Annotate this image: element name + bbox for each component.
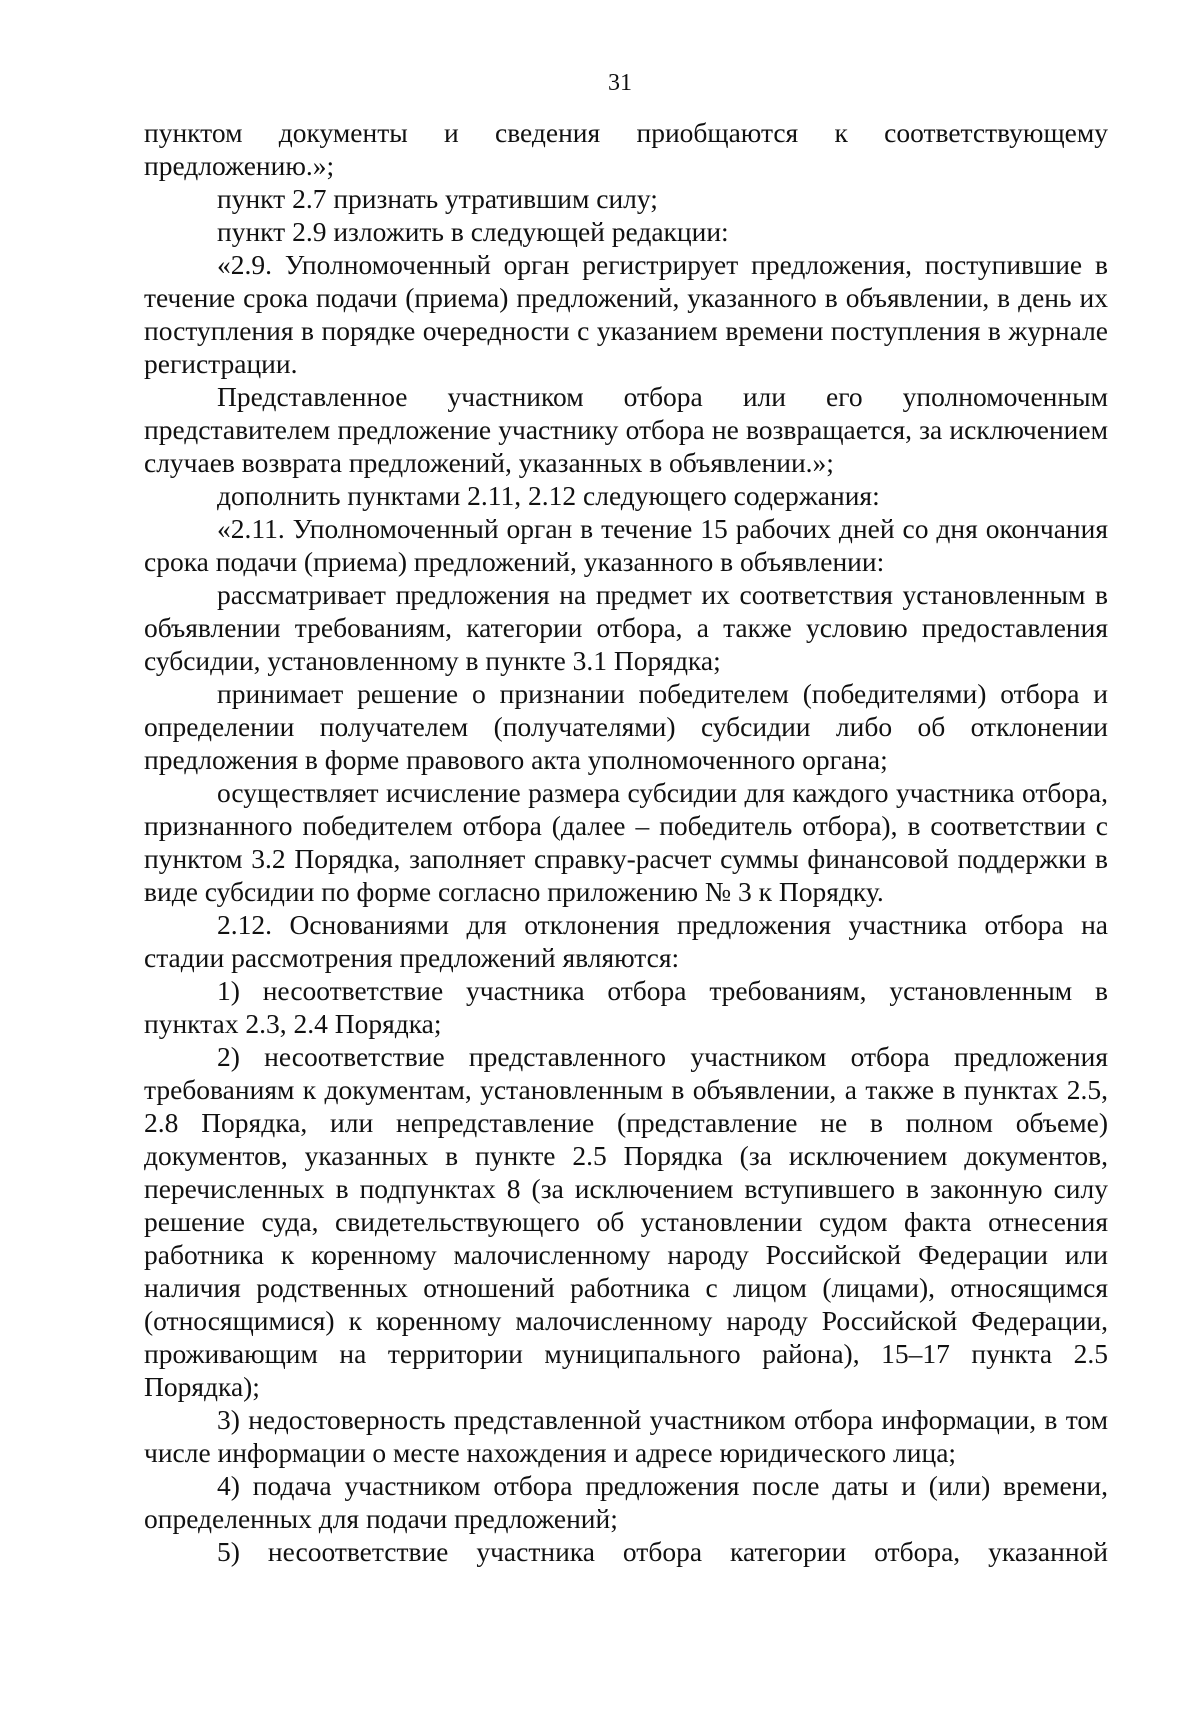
paragraph: осуществляет исчисление размера субсидии для каждого участника отбора, признанного победителем отбора (далее – победитель отбора), в соответствии с пунктом 3.2 Порядка, заполняет справку-расчет суммы финансовой поддержки в виде субсидии по форме согласно приложению № 3 к Порядку. bbox=[144, 777, 1108, 907]
paragraph: пункт 2.7 признать утратившим силу; bbox=[217, 183, 658, 214]
paragraph: 2.12. Основаниями для отклонения предложения участника отбора на стадии рассмотрения предложений являются: bbox=[144, 909, 1108, 973]
paragraph: 3) недостоверность представленной участником отбора информации, в том числе информации о месте нахождения и адресе юридического лица; bbox=[144, 1404, 1108, 1468]
paragraph: рассматривает предложения на предмет их соответствия установленным в объявлении требованиям, категории отбора, а также условию предоставления субсидии, установленному в пункте 3.1 Порядка; bbox=[144, 579, 1108, 676]
page-number: 31 bbox=[608, 70, 632, 96]
paragraph: 2) несоответствие представленного участником отбора предложения требованиям к документам, установленным в объявлении, а также в пунктах 2.5, 2.8 Порядка, или непредставление (представление не в полном объеме) документов, указанных в пункте 2.5 Порядка (за исключением документов, перечисленных в подпунктах 8 (за исключением вступившего в законную силу решение суда, свидетельствующего об установлении судом факта отнесения работника к коренному малочисленному народу Российской Федерации или наличия родственных отношений работника с лицом (лицами), относящимся (относящимися) к коренному малочисленному народу Российской Федерации, проживающим на территории муниципального района), 15–17 пункта 2.5 Порядка); bbox=[144, 1041, 1108, 1402]
paragraph: 5) несоответствие участника отбора категории отбора, указанной bbox=[217, 1536, 1108, 1567]
paragraph: пунктом документы и сведения приобщаются к соответствующему предложению.»; bbox=[144, 117, 1108, 181]
document-body bbox=[144, 116, 1108, 1568]
paragraph: 1) несоответствие участника отбора требованиям, установленным в пунктах 2.3, 2.4 Порядка; bbox=[144, 975, 1108, 1039]
paragraph: принимает решение о признании победителем (победителями) отбора и определении получателем (получателями) субсидии либо об отклонении предложения в форме правового акта уполномоченного органа; bbox=[144, 678, 1108, 775]
paragraph: Представленное участником отбора или его уполномоченным представителем предложение участнику отбора не возвращается, за исключением случаев возврата предложений, указанных в объявлении.»; bbox=[144, 381, 1108, 478]
paragraph: пункт 2.9 изложить в следующей редакции: bbox=[217, 216, 729, 247]
paragraph: дополнить пунктами 2.11, 2.12 следующего содержания: bbox=[217, 480, 880, 511]
paragraph: «2.9. Уполномоченный орган регистрирует предложения, поступившие в течение срока подачи (приема) предложений, указанного в объявлении, в день их поступления в порядке очередности с указанием времени поступления в журнале регистрации. bbox=[144, 249, 1108, 379]
paragraph: 4) подача участником отбора предложения после даты и (или) времени, определенных для подачи предложений; bbox=[144, 1470, 1108, 1534]
paragraph: «2.11. Уполномоченный орган в течение 15 рабочих дней со дня окончания срока подачи (приема) предложений, указанного в объявлении: bbox=[144, 513, 1108, 577]
